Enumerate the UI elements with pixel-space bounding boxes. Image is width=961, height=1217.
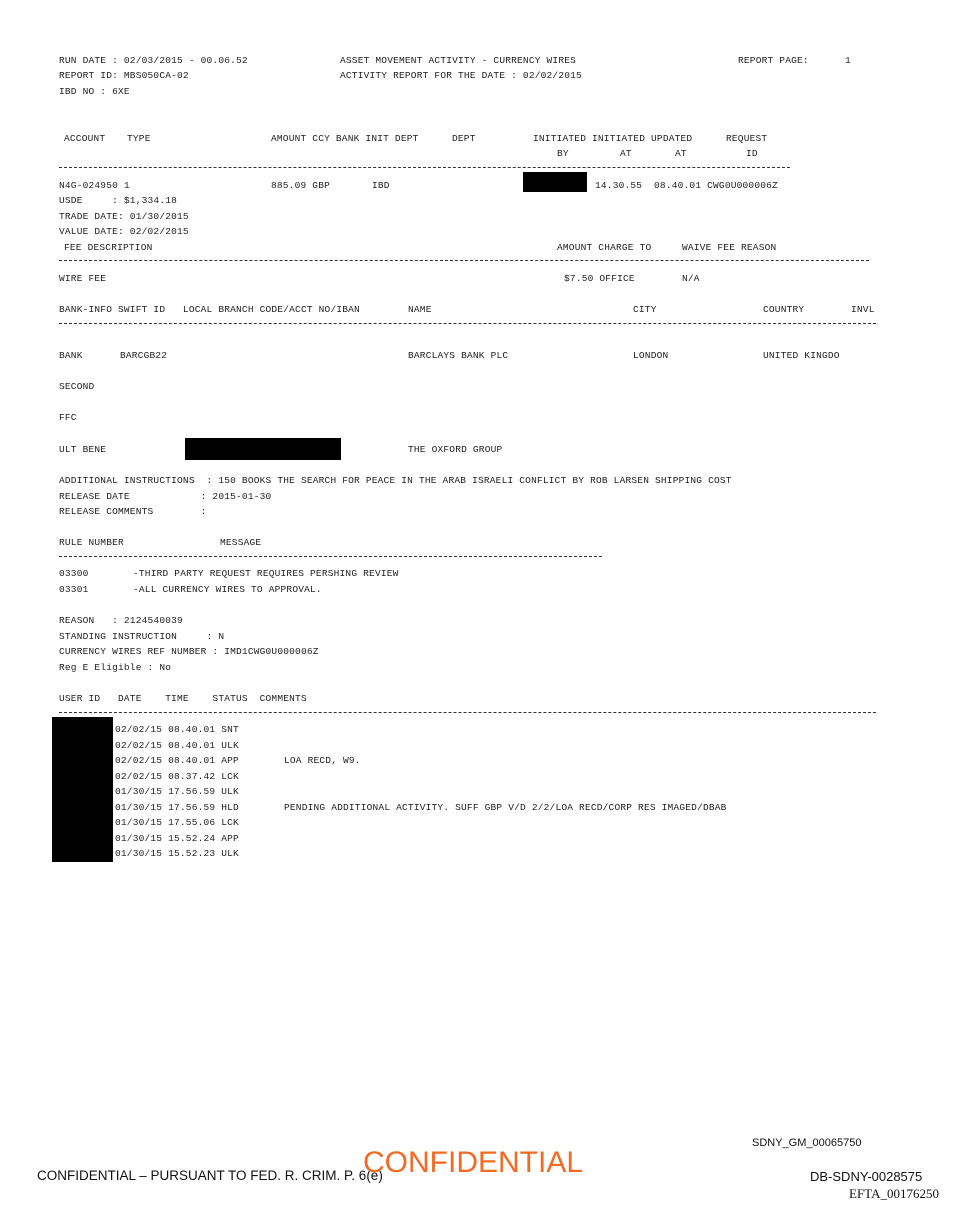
bank-city: LONDON (633, 350, 669, 361)
ult-bene-name: THE OXFORD GROUP (408, 444, 503, 455)
rule-number: 03300 (59, 568, 89, 579)
col-dept: DEPT (452, 133, 476, 144)
bank-city-header: CITY (633, 304, 657, 315)
col-by: BY (557, 148, 569, 159)
fee-amount-label: AMOUNT CHARGE TO (557, 242, 652, 253)
bank-country-header: COUNTRY (763, 304, 805, 315)
divider (59, 260, 869, 261)
divider (59, 323, 876, 324)
ult-bene-label: ULT BENE (59, 444, 107, 455)
trade-date: TRADE DATE: 01/30/2015 (59, 211, 189, 222)
activity-date: ACTIVITY REPORT FOR THE DATE : 02/02/2015 (340, 70, 582, 81)
log-entry: 02/02/15 08.37.42 LCK (115, 771, 239, 782)
reason: REASON : 2124540039 (59, 615, 183, 626)
log-entry: 01/30/15 17.55.06 LCK (115, 817, 239, 828)
log-entry: 02/02/15 08.40.01 APP (115, 755, 239, 766)
log-comment: PENDING ADDITIONAL ACTIVITY. SUFF GBP V/D 2/2/LOA RECD/CORP RES IMAGED/DBAB (284, 802, 727, 813)
efta-number: EFTA_00176250 (849, 1186, 939, 1201)
bank-name: BARCLAYS BANK PLC (408, 350, 509, 361)
fee-name: WIRE FEE (59, 273, 107, 284)
rule-message-header: MESSAGE (220, 537, 262, 548)
bank-code: IBD (372, 180, 390, 191)
second-label: SECOND (59, 381, 95, 392)
additional-instructions: ADDITIONAL INSTRUCTIONS : 150 BOOKS THE SEARCH FOR PEACE IN THE ARAB ISRAELI CONFLICT BY ROB LARSEN SHIPPING COST (59, 475, 732, 486)
ref-number: CURRENCY WIRES REF NUMBER : IMD1CWG0U000006Z (59, 646, 319, 657)
redaction-block (52, 717, 113, 862)
report-page-label: REPORT PAGE: (738, 55, 809, 66)
account-number: N4G-024950 1 (59, 180, 130, 191)
redaction-block (523, 172, 587, 192)
rule-number: 03301 (59, 584, 89, 595)
release-comments: RELEASE COMMENTS : (59, 506, 207, 517)
ibd-no: IBD NO : 6XE (59, 86, 130, 97)
log-entry: 01/30/15 15.52.24 APP (115, 833, 239, 844)
amount-value: 885.09 GBP (271, 180, 331, 191)
fee-waive-reason: N/A (682, 273, 700, 284)
col-amount-ccy: AMOUNT CCY BANK INIT DEPT (271, 133, 419, 144)
fee-description-label: FEE DESCRIPTION (64, 242, 153, 253)
log-entry: 02/02/15 08.40.01 ULK (115, 740, 239, 751)
report-title: ASSET MOVEMENT ACTIVITY - CURRENCY WIRES (340, 55, 577, 66)
fee-amount: $7.50 OFFICE (564, 273, 635, 284)
rule-message: -ALL CURRENCY WIRES TO APPROVAL. (133, 584, 322, 595)
bank-invl-header: INVL (851, 304, 875, 315)
col-type: TYPE (127, 133, 151, 144)
bates-number-sdny-gm: SDNY_GM_00065750 (752, 1137, 862, 1149)
value-date: VALUE DATE: 02/02/2015 (59, 226, 189, 237)
redaction-block (185, 438, 341, 460)
col-request: REQUEST (726, 133, 768, 144)
bank-name-header: NAME (408, 304, 432, 315)
standing-instruction: STANDING INSTRUCTION : N (59, 631, 225, 642)
confidential-stamp: CONFIDENTIAL (363, 1146, 584, 1179)
report-page-number: 1 (845, 55, 851, 66)
log-comment: LOA RECD, W9. (284, 755, 361, 766)
rule-message: -THIRD PARTY REQUEST REQUIRES PERSHING REVIEW (133, 568, 399, 579)
release-date: RELEASE DATE : 2015-01-30 (59, 491, 272, 502)
col-at-updated: AT (675, 148, 687, 159)
col-id: ID (746, 148, 758, 159)
log-entry: 01/30/15 17.56.59 HLD (115, 802, 239, 813)
run-date: RUN DATE : 02/03/2015 - 00.06.52 (59, 55, 248, 66)
rule-number-header: RULE NUMBER (59, 537, 124, 548)
bank-country: UNITED KINGDO (763, 350, 840, 361)
log-entry: 02/02/15 08.40.01 SNT (115, 724, 239, 735)
col-initiated: INITIATED INITIATED UPDATED (533, 133, 693, 144)
bank-swift: BARCGB22 (120, 350, 168, 361)
times-request-id: 14.30.55 08.40.01 CWG0U000006Z (595, 180, 778, 191)
col-at-initiated: AT (620, 148, 632, 159)
divider (59, 167, 790, 168)
log-entry: 01/30/15 17.56.59 ULK (115, 786, 239, 797)
bank-label: BANK (59, 350, 83, 361)
col-account: ACCOUNT (64, 133, 106, 144)
usde-amount: USDE : $1,334.18 (59, 195, 178, 206)
log-header: USER ID DATE TIME STATUS COMMENTS (59, 693, 307, 704)
bates-number-db-sdny: DB-SDNY-0028575 (810, 1169, 923, 1184)
fee-waive-label: WAIVE FEE REASON (682, 242, 777, 253)
log-entry: 01/30/15 15.52.23 ULK (115, 848, 239, 859)
ffc-label: FFC (59, 412, 77, 423)
divider (59, 556, 602, 557)
reg-e-eligible: Reg E Eligible : No (59, 662, 172, 673)
report-id: REPORT ID: MBS050CA-02 (59, 70, 189, 81)
bank-info-header: BANK-INFO SWIFT ID LOCAL BRANCH CODE/ACCT NO/IBAN (59, 304, 360, 315)
confidential-notice: CONFIDENTIAL – PURSUANT TO FED. R. CRIM. P. 6(e) (37, 1168, 383, 1183)
divider (59, 712, 876, 713)
